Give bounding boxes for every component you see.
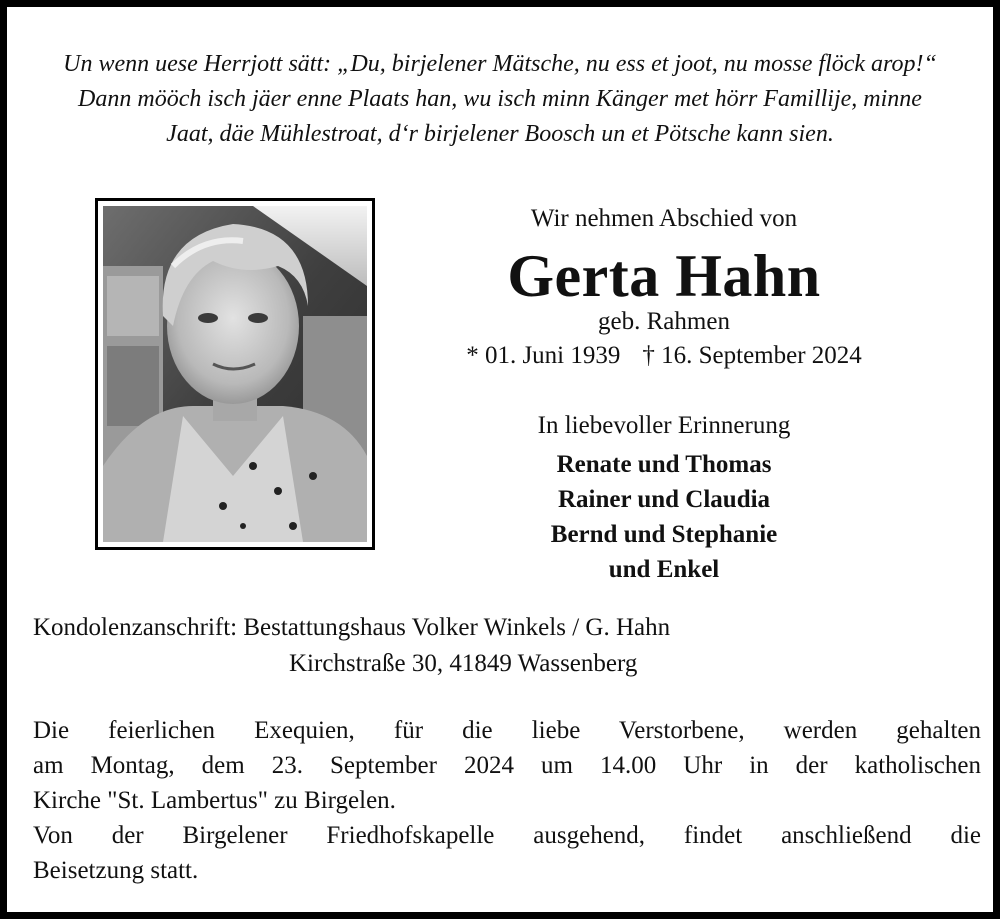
mourners-list xyxy=(427,447,901,587)
service-line: Von der Birgelener Friedhofskapelle ausgehend, findet anschließend die xyxy=(33,822,981,849)
memory-line: In liebevoller Erinnerung xyxy=(537,412,791,439)
death-date: † 16. September 2024 xyxy=(642,342,862,369)
deceased-name: Gerta Hahn xyxy=(507,243,821,309)
mourner: und Enkel xyxy=(608,556,720,583)
life-dates xyxy=(427,341,901,371)
quote-line: Jaat, däe Mühlestroat, d‘r birjelener Boosch un et Pötsche kann sien. xyxy=(166,121,834,147)
quote-line: Un wenn uese Herrjott sätt: „Du, birjelener Mätsche, nu ess et joot, nu mosse flöck arop!“ xyxy=(63,51,937,77)
condolence-address-line1: Kondolenzanschrift: Bestattungshaus Volker Winkels / G. Hahn xyxy=(33,614,671,641)
service-line: am Montag, dem 23. September 2024 um 14.00 Uhr in der katholischen xyxy=(33,752,981,779)
birth-date: * 01. Juni 1939 xyxy=(466,342,621,369)
portrait-photo-icon xyxy=(103,206,367,542)
portrait-photo xyxy=(103,206,367,542)
condolence-address-line2: Kirchstraße 30, 41849 Wassenberg xyxy=(289,650,638,677)
service-line: Beisetzung statt. xyxy=(33,857,199,884)
mourner: Rainer und Claudia xyxy=(557,486,771,513)
mourner: Bernd und Stephanie xyxy=(550,521,778,548)
service-line: Die feierlichen Exequien, für die liebe Verstorbene, werden gehalten xyxy=(33,717,981,744)
service-line: Kirche "St. Lambertus" zu Birgelen. xyxy=(33,787,396,814)
portrait-photo-frame xyxy=(95,198,375,550)
farewell-intro: Wir nehmen Abschied von xyxy=(530,205,798,232)
quote-line: Dann mööch isch jäer enne Plaats han, wu isch minn Känger met hörr Famillije, minne xyxy=(78,86,922,112)
birth-name: geb. Rahmen xyxy=(598,308,730,335)
mourner: Renate und Thomas xyxy=(556,451,772,478)
dialect-quote xyxy=(27,47,973,152)
funeral-service-text xyxy=(33,713,981,888)
